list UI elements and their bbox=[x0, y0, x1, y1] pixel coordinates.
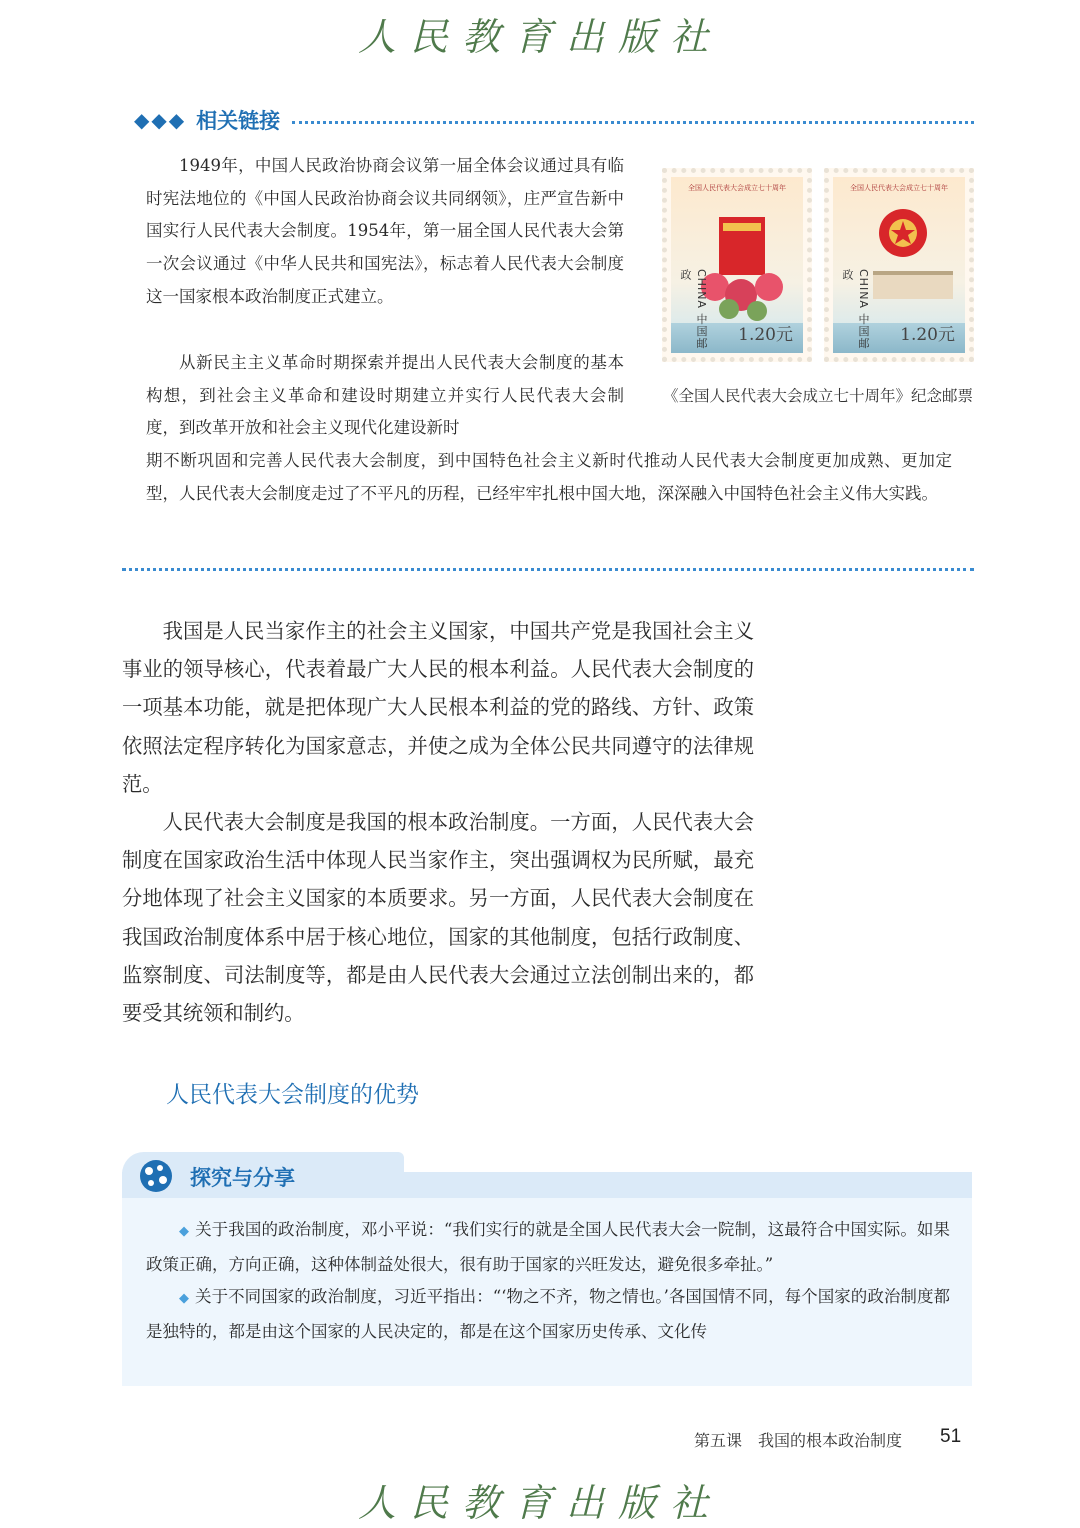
related-link-title: 相关链接 bbox=[196, 109, 281, 133]
stamp-china-label: CHINA 中国邮政 bbox=[679, 269, 708, 350]
dotted-divider-bottom bbox=[122, 568, 974, 571]
diamond-bullet-icon: ◆ bbox=[179, 1224, 190, 1239]
body-paragraph-1: 我国是人民当家作主的社会主义国家，中国共产党是我国社会主义事业的领导核心，代表着最广大人民的根本利益。人民代表大会制度的一项基本功能，就是把体现广大人民根本利益的党的路线、方针、政策依照法定程序转化为国家意志，并使之成为全体公民共同遵守的法律规范。 bbox=[122, 619, 754, 796]
explore-paragraph-2: ◆ 关于不同国家的政治制度，习近平指出：“‘物之不齐，物之情也。’各国国情不同，每个国家的政治制度都是独特的，都是由这个国家的人民决定的，都是在这个国家历史传承、文化传 bbox=[146, 1287, 950, 1341]
publisher-watermark-bottom: 人民教育出版社 bbox=[357, 1481, 722, 1525]
stamp-caption: 《全国人民代表大会成立七十周年》纪念邮票 bbox=[662, 387, 973, 405]
stamp-price: 1.20元 bbox=[738, 325, 793, 345]
commemorative-stamps bbox=[662, 168, 974, 362]
body-paragraph-2: 人民代表大会制度是我国的根本政治制度。一方面，人民代表大会制度在国家政治生活中体现人民当家作主，突出强调权为民所赋，最充分地体现了社会主义国家的本质要求。另一方面，人民代表大会制度在我国政治制度体系中居于核心地位，国家的其他制度，包括行政制度、监察制度、司法制度等，都是由人民代表大会通过立法创制出来的，都要受其统领和制约。 bbox=[122, 810, 754, 1026]
main-body-text bbox=[122, 612, 754, 1032]
publisher-watermark: 人民教育出版社 bbox=[357, 15, 722, 59]
related-link-paragraph-1: 1949年，中国人民政治协商会议第一届全体会议通过具有临时宪法地位的《中国人民政治协商会议共同纲领》，庄严宣告新中国实行人民代表大会制度。1954年，第一届全国人民代表大会第一次会议通过《中华人民共和国宪法》，标志着人民代表大会制度这一国家根本政治制度正式建立。 bbox=[146, 156, 624, 306]
diamond-bullet-icon: ◆ bbox=[179, 1291, 190, 1307]
stamp-top-text: 全国人民代表大会成立七十周年 bbox=[688, 184, 786, 192]
diamond-bullets-icon: ◆◆◆ bbox=[134, 108, 187, 132]
page-number: 51 bbox=[940, 1426, 962, 1447]
stamp-great-hall bbox=[824, 168, 974, 362]
stamp-constitution bbox=[662, 168, 812, 362]
explore-title: 探究与分享 bbox=[190, 1166, 295, 1190]
related-link-paragraph-2: 从新民主主义革命时期探索并提出人民代表大会制度的基本构想，到社会主义革命和建设时期建立并实行人民代表大会制度，到改革开放和社会主义现代化建设新时 bbox=[146, 353, 624, 438]
footer-lesson-title: 第五课 我国的根本政治制度 bbox=[694, 1431, 903, 1450]
stamp-china-label: CHINA 中国邮政 bbox=[841, 269, 870, 350]
stamp-price: 1.20元 bbox=[900, 325, 955, 345]
related-link-header bbox=[134, 104, 974, 136]
dotted-divider bbox=[292, 121, 974, 124]
section-heading: 人民代表大会制度的优势 bbox=[166, 1082, 419, 1108]
explore-paragraph-1: ◆ 关于我国的政治制度，邓小平说：“我们实行的就是全国人民代表大会一院制，这最符合中国实际。如果政策正确，方向正确，这种体制益处很大，很有助于国家的兴旺发达，避免很多牵扯。” bbox=[146, 1220, 951, 1274]
stamp-top-text: 全国人民代表大会成立七十周年 bbox=[850, 184, 948, 192]
explore-box bbox=[122, 1198, 972, 1386]
explore-share-icon bbox=[138, 1158, 174, 1194]
related-link-paragraph-2-continued: 期不断巩固和完善人民代表大会制度，到中国特色社会主义新时代推动人民代表大会制度更加成熟、更加定型，人民代表大会制度走过了不平凡的历程，已经牢牢扎根中国大地，深深融入中国特色社会主义伟大实践。 bbox=[146, 451, 952, 503]
